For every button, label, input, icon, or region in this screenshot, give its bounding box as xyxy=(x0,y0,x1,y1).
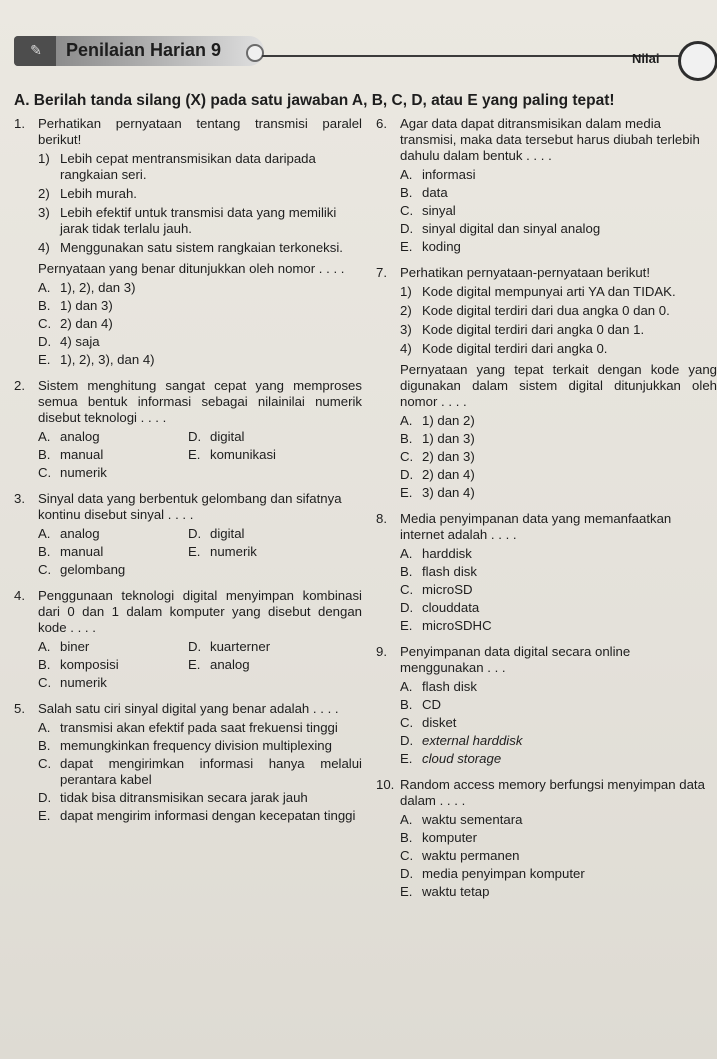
option-letter: B. xyxy=(400,564,413,579)
question-number: 3. xyxy=(14,491,25,506)
option-text: 1) dan 3) xyxy=(60,298,113,313)
statement-text: Menggunakan satu sistem rangkaian terkoneksi. xyxy=(60,240,343,255)
option-text: dapat mengirim informasi dengan kecepatan tinggi xyxy=(60,808,356,823)
option-text: 1), 2), 3), dan 4) xyxy=(60,352,155,367)
section-instruction: A. Berilah tanda silang (X) pada satu jawaban A, B, C, D, atau E yang paling tepat! xyxy=(14,92,615,109)
left-column xyxy=(14,116,362,832)
option-letter: B. xyxy=(400,185,413,200)
question-3 xyxy=(14,491,362,580)
answer-options xyxy=(38,280,362,370)
answer-options xyxy=(400,679,717,769)
question-4 xyxy=(14,588,362,693)
question-7 xyxy=(376,265,717,503)
answer-options xyxy=(400,413,717,503)
option-text: 3) dan 4) xyxy=(422,485,475,500)
option-text: CD xyxy=(422,697,442,712)
option-letter: C. xyxy=(400,203,414,218)
option-a[interactable] xyxy=(400,413,717,431)
option-letter: C. xyxy=(400,715,414,730)
option-letter: A. xyxy=(38,429,51,444)
option-text: microSD xyxy=(422,582,473,597)
question-text: Penyimpanan data digital secara online menggunakan . . . xyxy=(400,644,631,675)
answer-options xyxy=(38,429,362,483)
statement-text: Kode digital mempunyai arti YA dan TIDAK. xyxy=(422,284,676,299)
option-letter: C. xyxy=(400,449,414,464)
option-text: waktu sementara xyxy=(422,812,523,827)
option-letter: B. xyxy=(38,544,51,559)
option-text: microSDHC xyxy=(422,618,492,633)
option-letter: A. xyxy=(400,546,413,561)
option-text: 2) dan 4) xyxy=(60,316,113,331)
option-text: 2) dan 3) xyxy=(422,449,475,464)
option-text: external harddisk xyxy=(422,733,523,748)
banner-dot xyxy=(246,44,264,62)
option-letter: A. xyxy=(400,679,413,694)
option-d[interactable] xyxy=(400,733,717,751)
option-text: flash disk xyxy=(422,564,477,579)
option-letter: C. xyxy=(38,562,52,577)
answer-options xyxy=(38,720,362,824)
option-letter: E. xyxy=(400,751,413,766)
statement xyxy=(38,151,362,183)
option-b[interactable] xyxy=(38,738,362,754)
option-letter: B. xyxy=(400,697,413,712)
option-text: komposisi xyxy=(60,657,119,672)
option-letter: C. xyxy=(38,675,52,690)
option-e[interactable] xyxy=(400,884,717,902)
option-letter: E. xyxy=(400,884,413,899)
option-text: harddisk xyxy=(422,546,472,561)
question-number: 10. xyxy=(376,777,395,792)
statement-number: 4) xyxy=(400,341,412,356)
option-b[interactable] xyxy=(400,564,717,582)
statement-number: 3) xyxy=(38,205,50,220)
option-text: informasi xyxy=(422,167,476,182)
option-text: 1) dan 3) xyxy=(422,431,475,446)
option-letter: E. xyxy=(400,485,413,500)
option-a[interactable] xyxy=(38,720,362,736)
question-5 xyxy=(14,701,362,824)
question-number: 9. xyxy=(376,644,387,659)
option-b[interactable] xyxy=(400,431,717,449)
option-letter: A. xyxy=(38,720,51,735)
option-d[interactable] xyxy=(38,334,362,352)
option-text: 2) dan 4) xyxy=(422,467,475,482)
option-c[interactable] xyxy=(400,582,717,600)
option-c[interactable] xyxy=(400,715,717,733)
option-d[interactable] xyxy=(38,790,362,806)
score-box xyxy=(678,41,717,81)
option-letter: D. xyxy=(400,866,414,881)
option-text: flash disk xyxy=(422,679,477,694)
option-e[interactable] xyxy=(400,239,717,257)
option-letter: B. xyxy=(38,738,51,753)
option-letter: E. xyxy=(38,808,51,823)
option-letter: C. xyxy=(38,465,52,480)
option-text: disket xyxy=(422,715,457,730)
option-a[interactable] xyxy=(400,812,717,830)
option-text: gelombang xyxy=(60,562,126,577)
option-a[interactable] xyxy=(400,679,717,697)
statement xyxy=(400,322,717,338)
option-b[interactable] xyxy=(400,697,717,715)
option-d[interactable] xyxy=(400,467,717,485)
option-text: analog xyxy=(210,657,250,672)
statement xyxy=(38,240,362,256)
question-number: 5. xyxy=(14,701,25,716)
option-text: media penyimpan komputer xyxy=(422,866,585,881)
option-b[interactable] xyxy=(400,185,717,203)
option-text: transmisi akan efektif pada saat frekuensi tinggi xyxy=(60,720,338,735)
option-letter: A. xyxy=(38,280,51,295)
statement xyxy=(400,341,717,357)
option-letter: C. xyxy=(38,316,52,331)
answer-options xyxy=(38,526,362,580)
statement-text: Kode digital terdiri dari dua angka 0 dan 0. xyxy=(422,303,670,318)
option-text: numerik xyxy=(60,675,107,690)
question-lead: Pernyataan yang benar ditunjukkan oleh nomor . . . . xyxy=(38,261,345,276)
option-letter: D. xyxy=(188,639,202,654)
option-text: tidak bisa ditransmisikan secara jarak jauh xyxy=(60,790,308,805)
option-text: data xyxy=(422,185,448,200)
option-letter: D. xyxy=(188,429,202,444)
option-letter: B. xyxy=(38,657,51,672)
option-e[interactable] xyxy=(38,352,362,370)
option-b[interactable] xyxy=(400,830,717,848)
option-d[interactable] xyxy=(400,221,717,239)
option-letter: E. xyxy=(400,239,413,254)
option-c[interactable] xyxy=(400,203,717,221)
option-text: digital xyxy=(210,429,245,444)
question-text: Random access memory berfungsi menyimpan data dalam . . . . xyxy=(400,777,705,808)
pencil-icon: ✎ xyxy=(30,42,42,58)
statement xyxy=(400,303,717,319)
header-divider xyxy=(262,55,682,57)
option-e[interactable] xyxy=(400,618,717,636)
option-c[interactable] xyxy=(400,848,717,866)
question-number: 4. xyxy=(14,588,25,603)
right-column xyxy=(376,116,717,910)
statement-number: 4) xyxy=(38,240,50,255)
option-letter: C. xyxy=(400,582,414,597)
question-number: 8. xyxy=(376,511,387,526)
option-text: analog xyxy=(60,526,100,541)
option-a[interactable] xyxy=(400,167,717,185)
question-text: Sistem menghitung sangat cepat yang memproses semua bentuk informasi sebagai nilainilai numerik disebut teknologi . . . . xyxy=(38,378,362,425)
option-c[interactable] xyxy=(400,449,717,467)
statement-number: 2) xyxy=(38,186,50,201)
option-letter: B. xyxy=(38,298,51,313)
score-label: Nilai xyxy=(632,51,660,66)
statement-number: 3) xyxy=(400,322,412,337)
option-text: manual xyxy=(60,544,104,559)
option-letter: D. xyxy=(400,467,414,482)
option-letter: B. xyxy=(400,830,413,845)
option-letter: E. xyxy=(188,447,201,462)
question-text: Perhatikan pernyataan-pernyataan berikut! xyxy=(400,265,650,280)
question-text: Sinyal data yang berbentuk gelombang dan sifatnya kontinu disebut sinyal . . . . xyxy=(38,491,342,522)
option-b[interactable] xyxy=(38,298,362,316)
option-text: komputer xyxy=(422,830,477,845)
answer-options xyxy=(400,167,717,257)
option-letter: E. xyxy=(188,657,201,672)
option-c[interactable] xyxy=(38,316,362,334)
option-letter: D. xyxy=(188,526,202,541)
option-text: 4) saja xyxy=(60,334,100,349)
option-letter: B. xyxy=(400,431,413,446)
page-title: Penilaian Harian 9 xyxy=(66,40,222,60)
question-2 xyxy=(14,378,362,483)
option-d[interactable] xyxy=(400,866,717,884)
option-letter: E. xyxy=(188,544,201,559)
option-letter: D. xyxy=(38,790,52,805)
question-text: Perhatikan pernyataan tentang transmisi paralel berikut! xyxy=(38,116,362,147)
option-text: sinyal xyxy=(422,203,456,218)
question-6 xyxy=(376,116,717,257)
question-number: 6. xyxy=(376,116,387,131)
option-letter: D. xyxy=(38,334,52,349)
statement xyxy=(400,284,717,300)
option-text: koding xyxy=(422,239,461,254)
answer-options xyxy=(400,546,717,636)
option-text: waktu tetap xyxy=(422,884,490,899)
option-letter: A. xyxy=(400,167,413,182)
statement xyxy=(38,186,362,202)
question-number: 7. xyxy=(376,265,387,280)
option-text: numerik xyxy=(60,465,107,480)
statement-text: Lebih cepat mentransmisikan data daripada rangkaian seri. xyxy=(60,151,316,182)
option-letter: E. xyxy=(38,352,51,367)
option-text: kuarterner xyxy=(210,639,271,654)
option-letter: A. xyxy=(400,812,413,827)
question-9 xyxy=(376,644,717,769)
option-text: 1) dan 2) xyxy=(422,413,475,428)
option-letter: A. xyxy=(400,413,413,428)
option-text: digital xyxy=(210,526,245,541)
answer-options xyxy=(400,812,717,902)
statement-number: 1) xyxy=(400,284,412,299)
option-text: 1), 2), dan 3) xyxy=(60,280,136,295)
question-number: 2. xyxy=(14,378,25,393)
option-e[interactable] xyxy=(400,485,717,503)
option-letter: A. xyxy=(38,639,51,654)
option-text: manual xyxy=(60,447,104,462)
option-text: komunikasi xyxy=(210,447,276,462)
option-text: memungkinkan frequency division multiplexing xyxy=(60,738,332,753)
option-text: biner xyxy=(60,639,90,654)
question-1 xyxy=(14,116,362,370)
option-letter: A. xyxy=(38,526,51,541)
option-e[interactable] xyxy=(38,808,362,824)
question-number: 1. xyxy=(14,116,25,131)
option-letter: D. xyxy=(400,221,414,236)
option-letter: E. xyxy=(400,618,413,633)
option-letter: D. xyxy=(400,600,414,615)
option-letter: C. xyxy=(38,756,52,771)
statement-number: 2) xyxy=(400,303,412,318)
option-e[interactable] xyxy=(400,751,717,769)
answer-options xyxy=(38,639,362,693)
option-a[interactable] xyxy=(400,546,717,564)
option-c[interactable] xyxy=(38,756,362,788)
statement-text: Kode digital terdiri dari angka 0 dan 1. xyxy=(422,322,645,337)
question-text: Penggunaan teknologi digital menyimpan kombinasi dari 0 dan 1 dalam komputer yang disebut dengan kode . . . . xyxy=(38,588,362,635)
question-text: Media penyimpanan data yang memanfaatkan internet adalah . . . . xyxy=(400,511,672,542)
option-text: cloud storage xyxy=(422,751,502,766)
statement-text: Lebih efektif untuk transmisi data yang memiliki jarak tidak terlalu jauh. xyxy=(60,205,337,236)
statement-text: Kode digital terdiri dari angka 0. xyxy=(422,341,608,356)
option-text: numerik xyxy=(210,544,257,559)
option-letter: D. xyxy=(400,733,414,748)
statement-number: 1) xyxy=(38,151,50,166)
question-8 xyxy=(376,511,717,636)
option-letter: C. xyxy=(400,848,414,863)
option-letter: B. xyxy=(38,447,51,462)
option-text: sinyal digital dan sinyal analog xyxy=(422,221,601,236)
option-text: waktu permanen xyxy=(422,848,520,863)
option-text: analog xyxy=(60,429,100,444)
option-text: dapat mengirimkan informasi hanya melalui perantara kabel xyxy=(60,756,362,787)
question-text: Salah satu ciri sinyal digital yang benar adalah . . . . xyxy=(38,701,339,716)
question-lead: Pernyataan yang tepat terkait dengan kode yang digunakan dalam sistem digital ditunjukkan oleh nomor . . . . xyxy=(400,362,717,409)
question-text: Agar data dapat ditransmisikan dalam media transmisi, maka data tersebut harus diubah terlebih dahulu dalam bentuk . . . . xyxy=(400,116,700,163)
question-10 xyxy=(376,777,717,902)
statement-text: Lebih murah. xyxy=(60,186,137,201)
option-d[interactable] xyxy=(400,600,717,618)
option-a[interactable] xyxy=(38,280,362,298)
option-text: clouddata xyxy=(422,600,480,615)
statement xyxy=(38,205,362,237)
